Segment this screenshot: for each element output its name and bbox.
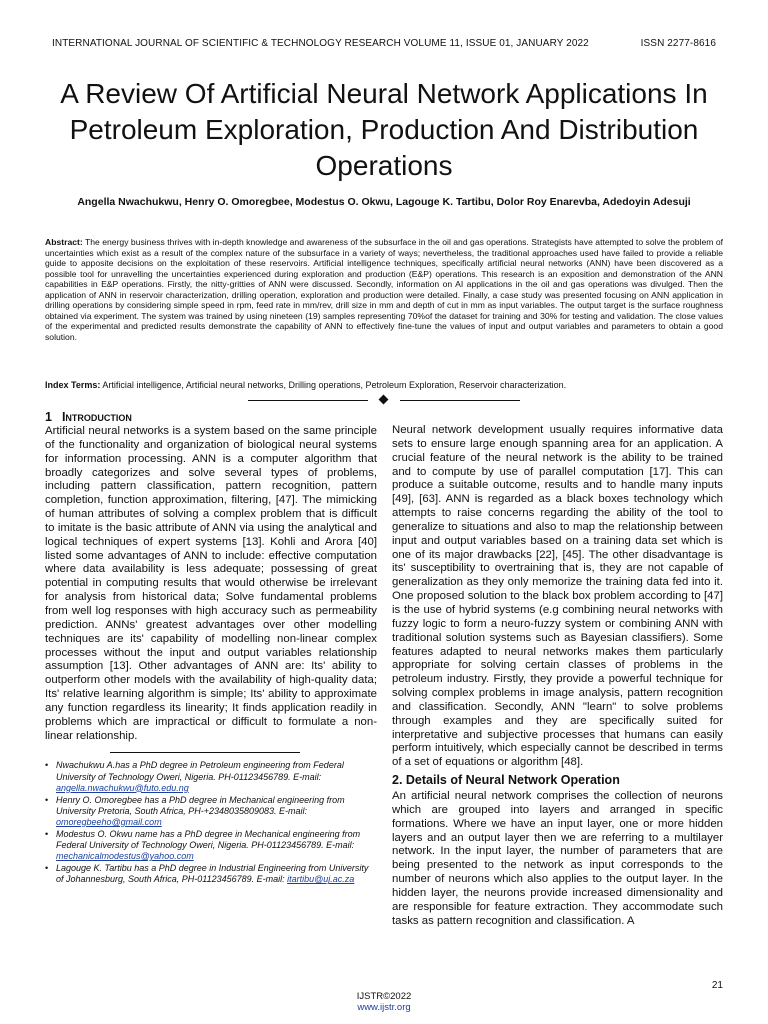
journal-url-link[interactable]: www.ijstr.org bbox=[357, 1002, 411, 1013]
page-number: 21 bbox=[711, 980, 723, 991]
abstract-text: The energy business thrives with in-depth knowledge and awareness of the subsurface in the oil and gas operations. Strategists have attempted to solve the problem of uncertainties which exist as a result of the complex nature of the subsurface in a variety of ways; nevertheless, the traditional approaches used have failed to provide a reliable guide to apposite decisions on the exploitation of these reservoirs. Artificial intelligence techniques, specifically artificial neural networks (ANN) have been discovered as a possible tool for unravelling the uncertainties experienced during exploration and production (E&P) operations. This research is an exposition and demonstration of the ANN capabilities in E&P operations. Firstly, the nitty-gritties of ANN were discussed. Secondly, information on AI applications in the oil and gas operations was divulged. Then the application of ANN in reservoir characterization, drilling operation, exploration and production were detailed. Finally, a case study was presented focusing on ANN application in drilling operations by considering simple speed in rpm, feed rate in mm/rev, drill size in mm and depth of cut in mm as input variables. The output target is the surface roughness obtained via experiment. The system was trained by using nineteen (19) samples representing 70%of the dataset for training and 30% for testing and validation. The close values of the experimental and predicted results demonstrate the capability of ANN to effectively fine-tune the values of input and output variables and parameters to obtain a good solution. bbox=[45, 237, 723, 342]
diamond-icon bbox=[379, 395, 389, 405]
intro-paragraph-left: Artificial neural networks is a system based on the same principle of the functionality and organization of biological neural systems for information processing. ANN is a computer algorithm that broadly categorizes and solve several types of problems, including pattern classification, pattern recognition, pattern completion, function approximation, filtering, [47]. The mimicking of human attributes of solving a complex problem that is difficult to imitate is the basic attribute of ANN via using the analytical and logical techniques of expert systems [13]. Kohli and Arora [40] listed some advantages of ANN to include: effective computation where data availability is less adequate; possessing of great potential in computing results that would otherwise be irrelevant for analysis from historical data; Solve fundamental problems from well log responses with high accuracy such as permeability prediction. ANNs' greatest advantages over other modelling techniques are its' capability of modelling non-linear complex processes without the input and output variables relationship assumption [13]. Other advantages of ANN are: Its' ability to outperform other models with the availability of high-quality data; Its' relative learning algorithm is simple; Its' ability to approximate any function regardless its linearity; It finds application readily in problems which are impractical or difficult to formulate a non-linear relationship. bbox=[45, 425, 377, 742]
separator-line-right bbox=[400, 400, 520, 401]
index-terms-label: Index Terms: bbox=[45, 380, 101, 390]
email-link[interactable]: angella.nwachukwu@futo.edu.ng bbox=[56, 782, 189, 793]
footnote-item: • Henry O. Omoregbee has a PhD degree in Mechanical engineering from University Pretoria, South Africa, PH-+2348035809083. E-mail: omoregbeeho@gmail.com bbox=[45, 795, 377, 828]
footnote-item: • Nwachukwu A.has a PhD degree in Petroleum engineering from Federal University of Technology Oweri, Nigeria. PH-01123456789. E-mail: angella.nwachukwu@futo.edu.ng bbox=[45, 760, 377, 793]
section-separator bbox=[248, 398, 520, 404]
paper-title: A Review Of Artificial Neural Network Applications In Petroleum Exploration, Production And Distribution Operations bbox=[60, 78, 708, 181]
footnote-item: • Modestus O. Okwu name has a PhD degree in Mechanical engineering from Federal University of Technology Oweri, Nigeria. PH-01123456789. E-mail: mechanicalmodestus@yahoo.com bbox=[45, 829, 377, 862]
email-link[interactable]: omoregbeeho@gmail.com bbox=[56, 816, 162, 827]
issn-header: ISSN 2277-8616 bbox=[640, 38, 716, 49]
section-1-heading bbox=[45, 410, 377, 425]
separator-line-left bbox=[248, 400, 368, 401]
journal-header: INTERNATIONAL JOURNAL OF SCIENTIFIC & TECHNOLOGY RESEARCH VOLUME 11, ISSUE 01, JANUARY 2022 bbox=[52, 38, 589, 49]
email-link[interactable]: mechanicalmodestus@yahoo.com bbox=[56, 851, 194, 862]
page-footer bbox=[0, 991, 768, 1013]
author-footnotes bbox=[45, 760, 377, 885]
copyright-text: IJSTR©2022 bbox=[356, 991, 412, 1002]
right-column bbox=[392, 424, 723, 929]
left-column bbox=[45, 410, 377, 886]
abstract bbox=[45, 237, 723, 342]
author-list: Angella Nwachukwu, Henry O. Omoregbee, Modestus O. Okwu, Lagouge K. Tartibu, Dolor Roy Enarevba, Adedoyin Adesuji bbox=[77, 196, 691, 208]
section-2-paragraph: An artificial neural network comprises the collection of neurons which are grouped into layers and arranged in specific formations. Where we have an input layer, one or more hidden layers and an output layer then we are referring to a multilayer network. In the input layer, the number of parameters that are being presented to the network as input corresponds to the number of neurons which also applies to the output layer. In the hidden layer, the neurons provide increased dimensionality and are responsible for feature extraction. They accommodate such tasks as pattern recognition and classification. A bbox=[392, 790, 723, 927]
email-link[interactable]: itartibu@uj.ac.za bbox=[287, 874, 355, 885]
footnote-rule bbox=[110, 752, 300, 753]
footnote-item: • Lagouge K. Tartibu has a PhD degree in Industrial Engineering from University of Johannesburg, South Africa, PH-01123456789. E-mail: itartibu@uj.ac.za bbox=[45, 863, 377, 885]
section-2-heading: 2. Details of Neural Network Operation bbox=[392, 773, 620, 788]
intro-paragraph-right: Neural network development usually requires informative data sets to ensure large enough spanning area for an application. A crucial feature of the neural network is the ability to be trained and to compute by use of parallel computation [17]. This can produce a suitable outcome, results and to handle many inputs [49], [63]. ANN is regarded as a black boxes technology which attempts to raise concerns regarding the ability of the tool to generalize to situations and also to map the relationship between input and output variables based on a training data set which is one of its major drawbacks [22], [45]. The other disadvantage is its' susceptibility to overtraining that is, they are not capable of generalization as they only memorize the training data fed into it. One proposed solution to the black box problem according to [47] is the use of hybrid systems (e.g combining neural networks with fuzzy logic to form a neuro-fuzzy system or combining ANN with traditional solution systems such as Bayesian classifiers). Some features adapted to neural networks makes them particularly appropriate for solving certain classes of problems in the petroleum industry. Firstly, they provide a powerful technique for solving complex problems in image analysis, pattern recognition and classification. Secondly, ANN "learn" to solve problems through examples and they are specifically suited for interpretative and subjective processes that humans can easily perform intuitively, which especially cannot be described in terms of a set of equations or algorithm [48]. bbox=[392, 424, 723, 769]
index-terms bbox=[45, 380, 723, 391]
index-terms-text: Artificial intelligence, Artificial neural networks, Drilling operations, Petroleum Exploration, Reservoir characterization. bbox=[102, 380, 567, 390]
section-1-number: 1 bbox=[45, 410, 52, 424]
abstract-label: Abstract: bbox=[45, 237, 83, 247]
section-1-title: Introduction bbox=[61, 410, 132, 424]
